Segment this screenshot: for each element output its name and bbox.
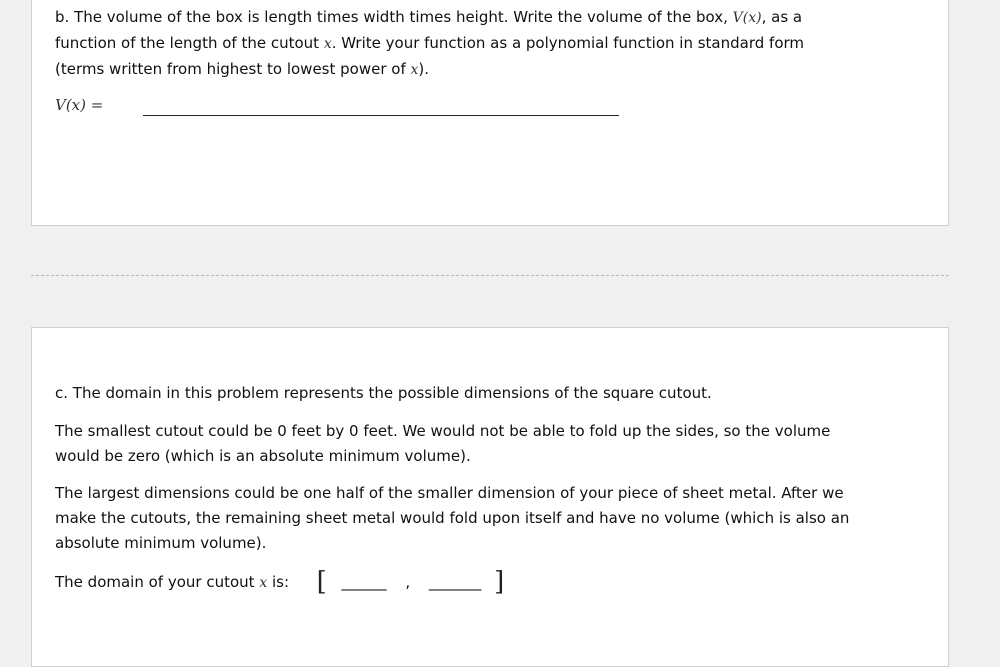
- domain-answer-row: [55, 567, 505, 597]
- volume-answer-blank[interactable]: [143, 115, 619, 116]
- largest-cutout-paragraph: The largest dimensions could be one half of the smaller dimension of your piece of sheet metal. After we make the cutouts, the remaining sheet metal would fold upon itself and have no volume (which is also an absolute minimum volume).: [55, 484, 850, 552]
- part-b-line3-text: (terms written from highest to lowest power of: [55, 60, 411, 78]
- cutout-variable: x: [323, 36, 332, 52]
- close-bracket: ]: [494, 567, 505, 597]
- part-b-line3-end: ).: [418, 60, 430, 78]
- volume-answer-row: [55, 93, 103, 118]
- domain-lower-blank[interactable]: ______: [341, 573, 387, 591]
- part-b-line2-text: function of the length of the cutout: [55, 34, 324, 52]
- power-variable: x: [410, 62, 419, 78]
- domain-label-text: The domain of your cutout: [55, 573, 260, 591]
- part-b-prompt: [55, 5, 875, 83]
- domain-label-end: is:: [267, 573, 290, 591]
- part-b-line1-end: , as a: [761, 8, 803, 26]
- domain-upper-blank[interactable]: _______: [428, 573, 482, 591]
- volume-answer-label: V(x) =: [55, 96, 104, 114]
- domain-comma: ,: [405, 573, 411, 591]
- part-b-line2-end: . Write your function as a polynomial function in standard form: [331, 34, 805, 52]
- part-c-intro: c. The domain in this problem represents the possible dimensions of the square cutout.: [55, 384, 712, 402]
- domain-variable: x: [259, 575, 268, 591]
- section-divider: [31, 275, 949, 276]
- volume-function-symbol: V(x): [732, 10, 762, 26]
- smallest-cutout-paragraph: The smallest cutout could be 0 feet by 0 feet. We would not be able to fold up the sides, so the volume would be zero (which is an absolute minimum volume).: [55, 422, 831, 465]
- part-b-line1-text: b. The volume of the box is length times width times height. Write the volume of the box,: [55, 8, 733, 26]
- open-bracket: [: [316, 567, 327, 597]
